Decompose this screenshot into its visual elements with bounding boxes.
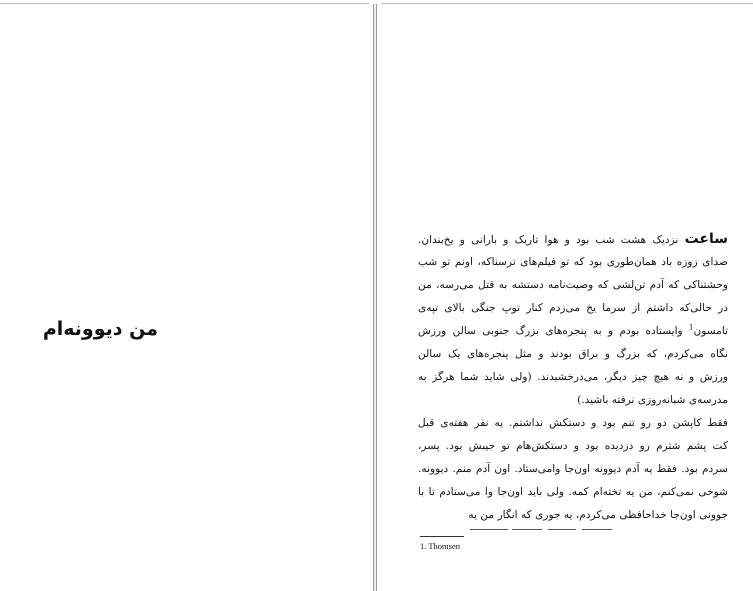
line-text: فقط کاپشن دو رو تنم بود و دستکش نداشتم. یه نفر هفته‌ی قبل	[418, 417, 728, 429]
line-text: مدرسه‌ی شبانه‌روزی نرفته باشید.)	[577, 394, 728, 406]
line-text: وحشتناکی که آدم تن‌لشی که وصیت‌نامه دستشه به قتل می‌رسه، من	[418, 279, 728, 291]
cut-line-fragment	[548, 529, 576, 530]
right-page-top-edge	[381, 3, 753, 4]
chapter-title: من دیوونه‌ام	[42, 318, 158, 340]
footnote-marker: 1	[688, 323, 694, 332]
text-line	[418, 320, 728, 343]
text-line	[418, 435, 728, 458]
footnote-separator	[420, 536, 464, 537]
cut-line-fragment	[582, 529, 612, 530]
text-line	[418, 274, 728, 297]
text-line	[418, 228, 728, 251]
text-line	[418, 297, 728, 320]
line-text: سردم بود. فقط یه آدم دیوونه اون‌جا وامی‌ستاد. اون آدم منم. دیوونه.	[418, 463, 728, 475]
footnote: 1. Thomsen	[420, 541, 460, 551]
text-line	[418, 251, 728, 274]
line-text: وایستاده بودم و به پنجره‌های بزرگ جنوبی سالن ورزش	[418, 325, 689, 337]
line-text: کت پشم شترم رو دزدیده بود و دستکش‌هام تو جیبش بود. پسر،	[418, 440, 728, 452]
lead-word: ساعت	[684, 231, 728, 247]
line-text: ورزش و نه هیچ چیز دیگر، می‌درخشیدند. (ولی شاید شما هرگز به	[418, 371, 728, 383]
left-page-top-edge	[0, 3, 369, 4]
body-text	[418, 228, 728, 527]
cut-line-fragment	[512, 529, 542, 530]
text-line	[418, 412, 728, 435]
cut-line-fragment	[470, 529, 508, 530]
line-text: نزدیک هشت شب بود و هوا تاریک و بارانی و یخ‌بندان.	[418, 234, 685, 246]
gutter-line-left	[373, 4, 374, 591]
text-line	[418, 343, 728, 366]
line-pre: تامسون	[693, 325, 728, 337]
line-text: در حالی‌که داشتم از سرما یخ می‌زدم کنار توپ جنگی بالای تپه‌ی	[418, 302, 728, 314]
text-line	[418, 458, 728, 481]
line-text: نگاه می‌کردم، که بزرگ و براق بودند و مثل پنجره‌های یک سالن	[418, 348, 728, 360]
text-line	[418, 504, 728, 527]
text-line	[418, 389, 728, 412]
line-text: شوخی نمی‌کنم، من یه تخته‌ام کمه. ولی باید اون‌جا وا می‌ستادم تا با	[418, 486, 728, 498]
gutter-line-right	[376, 4, 377, 591]
line-text: جوونی اون‌جا خداحافظی می‌کردم، یه جوری که انگار من یه	[468, 509, 728, 521]
text-line	[418, 481, 728, 504]
line-text: صدای زوزه باد همان‌طوری بود که تو فیلم‌های ترسناکه، اونم تو شب	[418, 256, 728, 268]
text-line	[418, 366, 728, 389]
